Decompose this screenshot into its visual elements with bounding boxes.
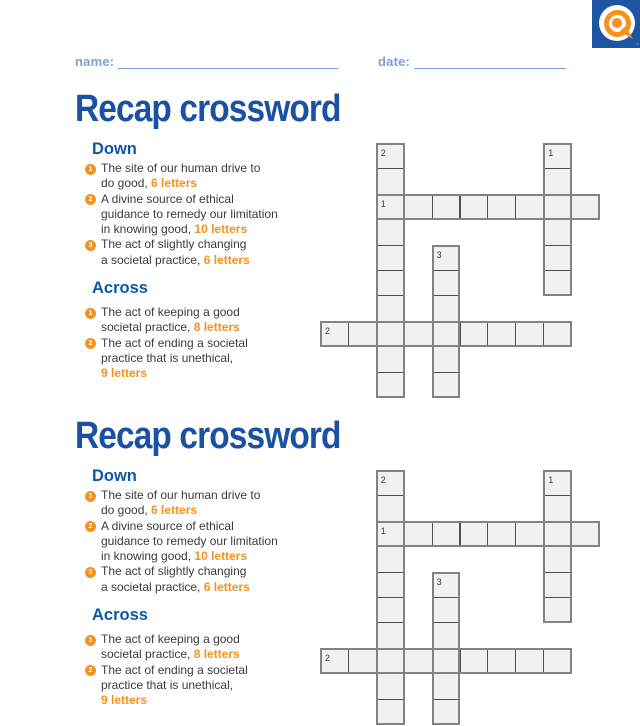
cell-number: 3 xyxy=(436,576,442,587)
clue-number-badge: 2 xyxy=(85,665,96,676)
word-outline-down-2 xyxy=(376,470,405,725)
word-outline-across-1 xyxy=(376,521,600,547)
crossword-grid xyxy=(320,470,602,726)
down-heading: Down xyxy=(92,139,137,158)
clue-text: The site of our human drive to do good, 6 letters xyxy=(101,488,261,518)
clue-text: The act of ending a societal practice that is unethical, 9 letters xyxy=(101,335,248,381)
cell-number: 2 xyxy=(380,475,386,485)
trademark-symbol: ™ xyxy=(635,42,639,47)
clue-item xyxy=(85,663,300,709)
down-clue-list xyxy=(85,488,300,595)
clue-number-badge: 3 xyxy=(85,240,96,251)
worksheet-section-2 xyxy=(0,417,640,709)
clue-item xyxy=(85,161,300,192)
clue-text: A divine source of ethical guidance to remedy our limitation in knowing good, 10 letters xyxy=(101,518,278,564)
logo-circle xyxy=(599,5,639,47)
cell-number: 2 xyxy=(380,148,386,158)
clue-text: The act of keeping a good societal practice, 8 letters xyxy=(101,632,240,662)
logo-q-dot-icon xyxy=(612,18,622,28)
name-blank-line xyxy=(118,56,338,69)
down-heading: Down xyxy=(92,466,137,485)
letter-count: 6 letters xyxy=(147,176,198,191)
date-field xyxy=(378,54,566,69)
down-clue-list xyxy=(85,161,300,268)
clue-item xyxy=(85,632,300,663)
name-field xyxy=(75,54,338,69)
date-blank-line xyxy=(414,56,566,69)
page-title: Recap crossword xyxy=(75,415,341,457)
word-outline-across-2 xyxy=(320,321,572,347)
clue-text: The site of our human drive to do good, 6 letters xyxy=(101,161,261,191)
clue-number-badge: 1 xyxy=(85,308,96,319)
letter-count: 10 letters xyxy=(191,222,248,237)
across-clue-list xyxy=(85,305,300,381)
clue-text: A divine source of ethical guidance to remedy our limitation in knowing good, 10 letters xyxy=(101,191,278,237)
clue-text: The act of slightly changing a societal practice, 6 letters xyxy=(101,564,250,594)
word-outline-across-1 xyxy=(376,194,600,220)
name-label: name: xyxy=(75,54,115,69)
across-heading: Across xyxy=(92,278,148,298)
clue-number-badge: 2 xyxy=(85,338,96,349)
across-clue-list xyxy=(85,632,300,708)
clue-text: The act of slightly changing a societal practice, 6 letters xyxy=(101,237,250,267)
clue-column xyxy=(0,467,300,709)
cell-number: 1 xyxy=(548,475,554,485)
across-heading: Across xyxy=(92,605,148,625)
word-outline-across-2 xyxy=(320,648,572,674)
word-outline-down-2 xyxy=(376,143,405,398)
clue-item xyxy=(85,519,300,565)
clue-number-badge: 1 xyxy=(85,491,96,502)
cell-number: 2 xyxy=(325,325,331,336)
clue-item xyxy=(85,237,300,268)
letter-count: 8 letters xyxy=(190,647,240,662)
letter-count: 6 letters xyxy=(200,252,250,267)
clue-number-badge: 3 xyxy=(85,567,96,578)
clue-number-badge: 2 xyxy=(85,194,96,205)
clue-item xyxy=(85,488,300,519)
clue-number-badge: 2 xyxy=(85,521,96,532)
date-label: date: xyxy=(378,54,411,69)
cell-number: 1 xyxy=(380,525,386,536)
letter-count: 9 letters xyxy=(101,366,148,381)
clue-text: The act of ending a societal practice that is unethical, 9 letters xyxy=(101,662,248,708)
cell-number: 2 xyxy=(325,652,331,663)
page-title: Recap crossword xyxy=(75,88,341,130)
crossword-grid xyxy=(320,143,602,399)
clue-item xyxy=(85,192,300,238)
clue-column xyxy=(0,140,300,382)
clue-text: The act of keeping a good societal practice, 8 letters xyxy=(101,305,240,335)
cell-number: 1 xyxy=(548,148,554,158)
letter-count: 9 letters xyxy=(101,693,148,708)
clue-item xyxy=(85,305,300,336)
cell-number: 3 xyxy=(436,249,442,260)
brand-logo xyxy=(592,0,640,48)
letter-count: 6 letters xyxy=(147,503,198,518)
worksheet-section-1 xyxy=(0,90,640,382)
clue-item xyxy=(85,336,300,382)
clue-number-badge: 1 xyxy=(85,164,96,175)
cell-number: 1 xyxy=(380,198,386,209)
letter-count: 10 letters xyxy=(191,549,248,564)
letter-count: 6 letters xyxy=(200,579,250,594)
clue-item xyxy=(85,564,300,595)
clue-number-badge: 1 xyxy=(85,635,96,646)
letter-count: 8 letters xyxy=(190,320,240,335)
